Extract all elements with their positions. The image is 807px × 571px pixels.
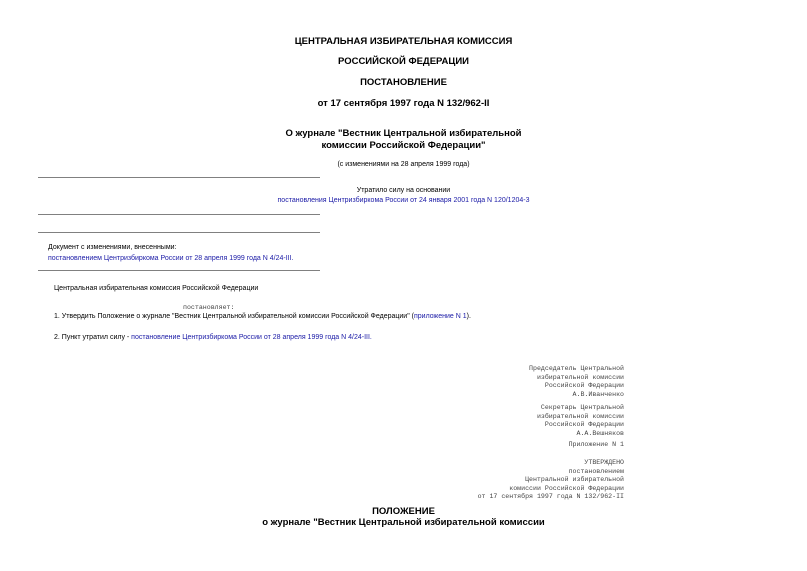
item-2-text: 2. Пункт утратил силу - xyxy=(54,334,132,341)
void-notice-label: Утратило силу на основании xyxy=(356,187,451,194)
divider xyxy=(38,214,320,215)
changes-link[interactable]: постановлением Центризбиркома России от 28 апреля 1999 года N 4/24-III. xyxy=(48,255,294,262)
header-line-1: ЦЕНТРАЛЬНАЯ ИЗБИРАТЕЛЬНАЯ КОМИССИЯ xyxy=(294,36,513,47)
secretary-signature: Секретарь Центральной избирательной комиссии Российской Федерации А.А.Вешняков xyxy=(536,404,624,437)
regulation-subtitle: о журнале "Вестник Центральной избирательной комиссии xyxy=(262,517,545,528)
intro-text: Центральная избирательная комиссия Российской Федерации xyxy=(54,285,259,292)
header-line-4: от 17 сентября 1997 года N 132/962-II xyxy=(317,98,490,109)
header-line-3: ПОСТАНОВЛЕНИЕ xyxy=(360,77,447,88)
void-notice-link[interactable]: постановления Центризбиркома России от 24 января 2001 года N 120/1204-3 xyxy=(277,197,530,204)
chair-signature: Председатель Центральной избирательной комиссии Российской Федерации А.В.Иванченко xyxy=(529,365,624,398)
divider xyxy=(38,232,320,233)
header-line-2: РОССИЙСКОЙ ФЕДЕРАЦИИ xyxy=(337,56,469,67)
appendix-link[interactable]: приложение N 1 xyxy=(413,313,467,320)
item-2-link[interactable]: постановление Центризбиркома России от 28 апреля 1999 года N 4/24-III. xyxy=(131,334,372,341)
amended-note: (с изменениями на 28 апреля 1999 года) xyxy=(337,161,470,168)
item-1-end: ). xyxy=(466,313,471,320)
title-line-1: О журнале "Вестник Центральной избирательной xyxy=(285,128,522,139)
changes-label: Документ с изменениями, внесенными: xyxy=(48,244,177,251)
appendix-label: Приложение N 1 xyxy=(568,441,624,448)
item-1-text: 1. Утвердить Положение о журнале "Вестник Центральной избирательной комиссии Российской Федерации" ( xyxy=(54,313,414,320)
title-line-2: комиссии Российской Федерации" xyxy=(321,140,486,151)
divider xyxy=(38,177,320,178)
approved-block: УТВЕРЖДЕНО постановлением Центральной избирательной комиссии Российской Федерации от 17 сентября 1997 года N 132/962-II xyxy=(477,459,624,501)
item-1 xyxy=(54,313,471,320)
resolves-text: постановляет: xyxy=(183,304,235,311)
regulation-title: ПОЛОЖЕНИЕ xyxy=(372,506,435,517)
divider xyxy=(38,270,320,271)
item-2 xyxy=(54,334,372,341)
